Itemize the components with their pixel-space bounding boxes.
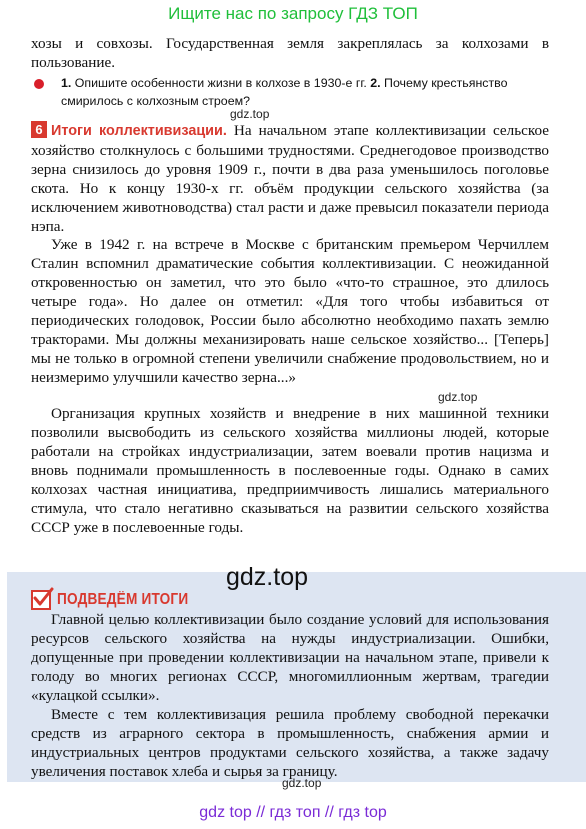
question-bullet-icon [34,79,44,89]
section-6-paragraph-3: Организация крупных хозяйств и внедрение в них машинной техники позволили высвободить из сельского хозяйства миллионы людей, которые работали на стройках индустриализации, затем воевали против нацизма и вновь поднимали промышленность в послевоенные годы. Однако в самих колхозах частная инициатива, предприимчивость лишались материального стимула, что стало негативно сказываться на развитии сельского хозяйства СССР уже в послевоенные годы. [31,405,549,536]
question-1-number: 1. [61,76,72,90]
question-2-number: 2. [370,76,381,90]
summary-title: ПОДВЕДЁМ ИТОГИ [57,591,189,608]
section-number-badge: 6 [31,121,47,138]
question-2-text: Почему крестьянство смирилось с колхозным строем? [61,76,508,108]
section-6-paragraph-1 [31,121,549,236]
question-1-text: Опишите особенности жизни в колхозе в 1930-е гг. [71,76,371,90]
section-6-paragraph-2: Уже в 1942 г. на встрече в Москве с британским премьером Черчиллем Сталин вспомнил драматические события коллективизации. С неожиданной откровенностью он заметил, что это было «что-то страшное, это длилось четыре года». Но далее он отметил: «Для того чтобы избавиться от периодических голодовок, России было абсолютно необходимо пахать землю тракторами. Мы должны механизировать наше сельское хозяйство... [Теперь] мы не только в огромной степени увеличили снабжение продовольствием, но и неизмеримо улучшили качество зерна...» [31,236,549,386]
top-banner: Ищите нас по запросу ГДЗ ТОП [168,4,418,23]
section-6-title: Итоги коллективизации. [51,123,227,139]
intro-paragraph: хозы и совхозы. Государственная земля закреплялась за колхозами в пользование. [31,35,549,71]
watermark-small-3: gdz.top [282,776,322,790]
summary-paragraph-1: Главной целью коллективизации было создание условий для использования ресурсов сельского хозяйства на нужды индустриализации. Ошибки, допущенные при проведении коллективизации на начальном этапе, привели к голоду во многих регионах СССР, многомиллионным жертвам, трагедии «кулацкой ссылки». [31,611,549,704]
watermark-big: gdz.top [226,563,309,591]
summary-header [31,589,206,611]
watermark-small-1: gdz.top [230,107,270,121]
watermark-small-2: gdz.top [438,390,478,404]
summary-paragraph-2: Вместе с тем коллективизация решила проблему свободной перекачки средств из аграрного сектора в промышленность, снабжения армии и индустриальных центров продуктами сельского хозяйства, а также задачу увеличения поставок хлеба и сырья за границу. [31,706,549,780]
review-questions [61,74,561,110]
section-6-p1-text: На начальном этапе коллективизации сельское хозяйство столкнулось с большими трудностями. Среднегодовое производство зерна снизилось до уровня 1909 г., почти в два раза уменьшилось поголовье скота. Но к концу 1930-х гг. объём продукции сельского хозяйства (за исключением животноводства) стал расти и даже превысил показатели периода нэпа. [31,122,549,235]
checkmark-icon [31,590,51,610]
bottom-banner: gdz top // гдз топ // гдз top [199,804,387,821]
